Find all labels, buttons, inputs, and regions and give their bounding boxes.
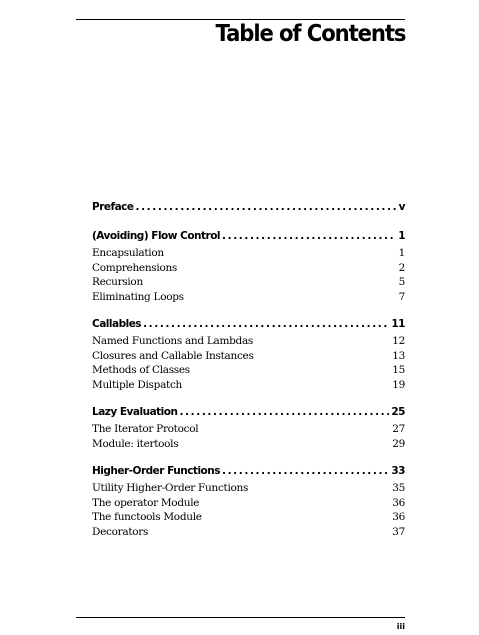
- chapter-row-preface[interactable]: [92, 201, 405, 217]
- entry-page: 37: [392, 525, 405, 538]
- toc-entry[interactable]: [92, 379, 405, 394]
- entry-page: 27: [392, 423, 405, 435]
- toc-chapter: [92, 201, 405, 217]
- chapter-row-higher-order-functions[interactable]: [92, 465, 405, 481]
- chapter-page: 1: [398, 230, 405, 242]
- entry-page: 29: [392, 437, 405, 450]
- chapter-title: Callables: [92, 318, 142, 330]
- toc-entry[interactable]: [92, 276, 405, 291]
- toc-entry[interactable]: [92, 497, 405, 512]
- entry-title: The functools Module: [92, 511, 202, 523]
- entry-page: 12: [392, 335, 405, 347]
- chapter-page: v: [398, 201, 405, 213]
- dot-leader: [222, 230, 396, 242]
- entry-title: Utility Higher-Order Functions: [92, 482, 249, 494]
- entry-title: Named Functions and Lambdas: [92, 335, 254, 347]
- entry-page: 2: [398, 261, 405, 274]
- toc-entry[interactable]: [92, 262, 405, 277]
- chapter-row-lazy-evaluation[interactable]: [92, 406, 405, 422]
- toc-entry[interactable]: [92, 526, 405, 541]
- chapter-title: (Avoiding) Flow Control: [92, 230, 221, 242]
- chapter-page: 11: [391, 318, 405, 330]
- entry-title: The operator Module: [92, 496, 200, 509]
- entry-title: Methods of Classes: [92, 364, 190, 376]
- chapter-page: 25: [391, 406, 405, 418]
- toc-entry[interactable]: [92, 482, 405, 497]
- toc-chapter: [92, 465, 405, 540]
- dot-leader: [222, 465, 389, 477]
- toc-entry[interactable]: [92, 438, 405, 453]
- toc-entry[interactable]: [92, 350, 405, 365]
- chapter-title: Preface: [92, 201, 134, 213]
- chapter-title: Higher-Order Functions: [92, 465, 220, 477]
- entry-page: 7: [398, 290, 405, 303]
- entry-title: Multiple Dispatch: [92, 378, 182, 391]
- toc-entry[interactable]: [92, 291, 405, 306]
- entry-title: Comprehensions: [92, 261, 178, 274]
- toc-chapter: [92, 406, 405, 452]
- entry-page: 36: [392, 496, 405, 509]
- entry-title: Module: itertools: [92, 437, 179, 450]
- chapter-page: 33: [391, 465, 405, 477]
- entry-page: 19: [392, 378, 405, 391]
- entry-title: Encapsulation: [92, 247, 164, 259]
- entry-title: Recursion: [92, 276, 143, 288]
- entry-title: The Iterator Protocol: [92, 423, 199, 435]
- footer-rule: [76, 617, 405, 618]
- entry-page: 5: [398, 276, 405, 288]
- toc-chapter: [92, 230, 405, 305]
- toc-entry[interactable]: [92, 247, 405, 262]
- entry-page: 1: [398, 247, 405, 259]
- page-title: Table of Contents: [215, 21, 405, 47]
- dot-leader: [179, 406, 389, 418]
- toc-entry[interactable]: [92, 511, 405, 526]
- dot-leader: [143, 318, 389, 330]
- toc-entry[interactable]: [92, 423, 405, 438]
- toc-entry[interactable]: [92, 335, 405, 350]
- chapter-row-callables[interactable]: [92, 318, 405, 334]
- entry-page: 35: [392, 482, 405, 494]
- entry-page: 15: [392, 364, 405, 376]
- entry-title: Closures and Callable Instances: [92, 349, 254, 362]
- toc-chapter: [92, 318, 405, 393]
- entry-page: 36: [392, 511, 405, 523]
- entry-title: Eliminating Loops: [92, 290, 184, 303]
- chapter-row-flow-control[interactable]: [92, 230, 405, 246]
- header-rule: [76, 19, 405, 20]
- entry-title: Decorators: [92, 525, 149, 538]
- dot-leader: [136, 201, 397, 213]
- page-number: iii: [396, 622, 405, 631]
- toc-entry[interactable]: [92, 364, 405, 379]
- table-of-contents: [92, 201, 405, 553]
- entry-page: 13: [392, 349, 405, 362]
- chapter-title: Lazy Evaluation: [92, 406, 178, 418]
